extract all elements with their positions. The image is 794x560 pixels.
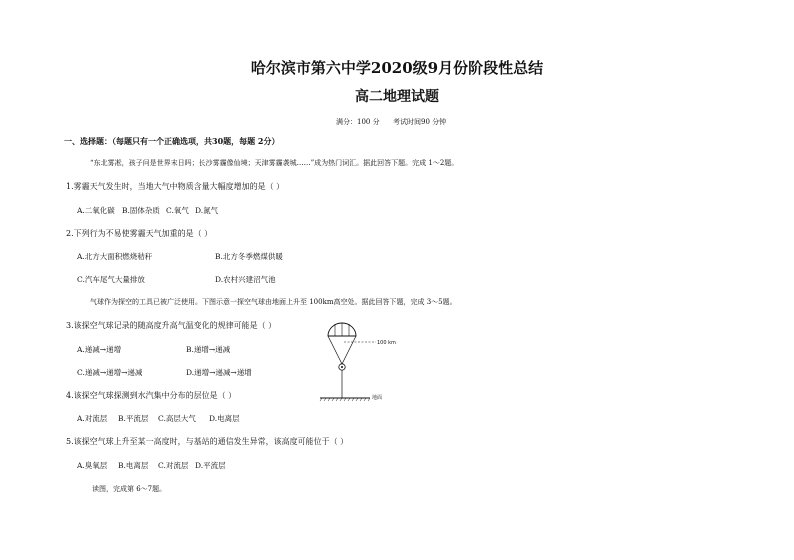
exam-subject-title: 高二地理试题 (355, 89, 439, 105)
question-1-option-c: C.氧气 (166, 206, 189, 215)
question-3-option-b: B.递增→递减 (186, 345, 231, 354)
question-4-option-b: B.平流层 (118, 414, 149, 423)
altitude-label: 100 km (377, 340, 396, 346)
full-score-text: 满分：100 分 (336, 118, 380, 126)
question-2-stem: 2.下列行为不易使雾霾天气加重的是（ ） (66, 229, 213, 238)
question-4-option-a: A.对流层 (77, 414, 108, 423)
question-2-option-b: B.北方冬季燃煤供暖 (215, 252, 283, 261)
question-3-option-d: D.递增→递减→递增 (186, 368, 252, 377)
question-4-stem: 4.该探空气球探测到水汽集中分布的层位是（ ） (66, 391, 237, 400)
question-3-option-c: C.递减→递增→递减 (77, 368, 143, 377)
question-1-option-a: A.二氧化碳 (77, 206, 115, 215)
section-heading: 一、选择题：（每题只有一个正确选项，共30题，每题 2分） (64, 136, 280, 146)
question-1-stem: 1.雾霾天气发生时，当地大气中物质含量大幅度增加的是（ ） (66, 182, 285, 191)
exam-school-title: 哈尔滨市第六中学2020级9月份阶段性总结 (250, 59, 544, 77)
question-4-option-c: C.高层大气 (158, 414, 196, 423)
question-1-option-b: B.固体杂质 (122, 206, 160, 215)
question-1-option-d: D.氮气 (195, 206, 219, 215)
question-4-option-d: D.电离层 (209, 414, 240, 423)
passage-2: 气球作为探空的工具已被广泛使用。下图示意一探空气球由地面上升至 100km高空处。据此回答下题，完成 3～5题。 (90, 298, 457, 306)
suspension-line-left (328, 336, 342, 364)
question-3-option-a: A.递减→递增 (77, 345, 122, 354)
question-2-option-c: C.汽车尾气大量排放 (77, 275, 145, 284)
ground-label: 地面 (372, 395, 383, 401)
question-5-option-a: A.臭氧层 (77, 461, 108, 470)
passage-1: “东北雾凇，孩子问是世界末日吗；长沙雾霾像仙境；天津雾霾袭城……”成为热门词汇。据此回答下题。完成 1～2题。 (90, 159, 459, 167)
question-2-option-d: D.农村兴建沼气池 (215, 275, 276, 284)
exam-time-text: 考试时间90 分钟 (393, 118, 447, 126)
passage-3: 读图，完成第 6～7题。 (92, 485, 167, 493)
question-5-option-d: D.平流层 (195, 461, 226, 470)
question-5-stem: 5.该探空气球上升至某一高度时，与基站的通信发生异常，该高度可能位于（ ） (66, 437, 349, 446)
question-5-option-b: B.电离层 (118, 461, 149, 470)
question-2-option-a: A.北方大面积燃烧秸秆 (77, 252, 153, 261)
balloon-figure (314, 318, 394, 406)
suspension-line-right (342, 336, 356, 364)
question-5-option-c: C.对流层 (158, 461, 189, 470)
question-3-stem: 3.该探空气球记录的随高度升高气温变化的规律可能是（ ） (66, 321, 277, 330)
